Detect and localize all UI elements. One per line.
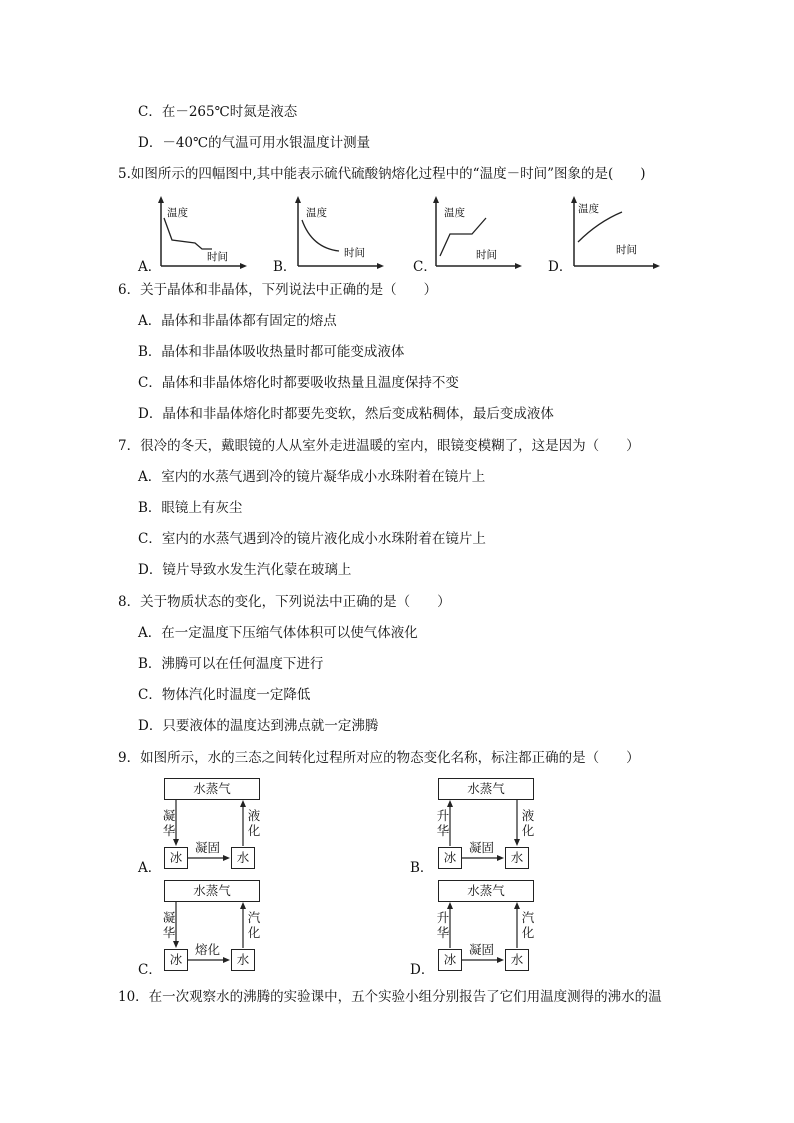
q5-graph-c — [432, 196, 522, 272]
q9-diagram-a-label: A． — [138, 860, 162, 876]
q9-diagram-c — [140, 878, 270, 978]
q9-diagram-d-bottom-label: 凝固 — [469, 942, 495, 957]
q9-diagram-d-left-label: 升华 — [436, 910, 450, 940]
q6-option-d: D．晶体和非晶体熔化时都要先变软，然后变成粘稠体，最后变成液体 — [138, 406, 554, 422]
q9-diagram-c-bottom-label: 熔化 — [195, 942, 221, 957]
q7-option-d: D．镜片导致水发生汽化蒙在玻璃上 — [138, 562, 352, 578]
q5-graph-a-ylabel: 温度 — [167, 207, 188, 219]
q5-graph-c-xlabel: 时间 — [476, 249, 497, 261]
q9-diagram-c-right-label: 汽化 — [247, 910, 261, 940]
q5-graph-b — [294, 196, 384, 272]
q9-diagram-d-ice-box: 冰 — [438, 949, 462, 971]
q5-graph-d-ylabel: 温度 — [578, 203, 599, 215]
q5-graph-c-ylabel: 温度 — [444, 207, 465, 219]
q9-diagram-b-right-label: 液化 — [521, 808, 535, 838]
q7-option-a: A．室内的水蒸气遇到冷的镜片凝华成小水珠附着在镜片上 — [138, 469, 486, 485]
q6-option-c: C．晶体和非晶体熔化时都要吸收热量且温度保持不变 — [138, 375, 459, 391]
q5-graph-b-ylabel: 温度 — [306, 207, 327, 219]
q9-diagram-c-water-box: 水 — [231, 949, 255, 971]
q5-graph-d-label: D． — [548, 259, 573, 275]
q7-option-c: C．室内的水蒸气遇到冷的镜片液化成小水珠附着在镜片上 — [138, 531, 486, 547]
q4-option-d: D．－40℃的气温可用水银温度计测量 — [138, 135, 371, 151]
q6-option-a: A．晶体和非晶体都有固定的熔点 — [138, 313, 337, 329]
q9-diagram-b-water-box: 水 — [505, 847, 529, 869]
q7-stem: 7．很冷的冬天，戴眼镜的人从室外走进温暖的室内，眼镜变模糊了，这是因为（ ） — [118, 438, 640, 454]
q9-diagram-a-right-label: 液化 — [247, 808, 261, 838]
q9-diagram-a-water-box: 水 — [231, 847, 255, 869]
q9-diagram-b-vapor-box: 水蒸气 — [438, 778, 534, 800]
q9-diagram-b-bottom-label: 凝固 — [469, 840, 495, 855]
q5-stem: 5.如图所示的四幅图中,其中能表示硫代硫酸钠熔化过程中的“温度－时间”图象的是( ) — [118, 166, 646, 182]
q9-stem: 9．如图所示，水的三态之间转化过程所对应的物态变化名称，标注都正确的是（ ） — [118, 750, 640, 766]
q9-diagram-d-vapor-box: 水蒸气 — [438, 880, 534, 902]
q9-diagram-a-bottom-label: 凝固 — [195, 840, 221, 855]
q5-graph-d — [570, 196, 660, 272]
q5-graph-a-label: A． — [138, 259, 162, 275]
q5-graph-c-label: C． — [413, 259, 437, 275]
q6-option-b: B．晶体和非晶体吸收热量时都可能变成液体 — [138, 344, 405, 360]
q9-diagram-c-label: C． — [138, 962, 162, 978]
q8-stem: 8．关于物质状态的变化，下列说法中正确的是（ ） — [118, 594, 451, 610]
q9-diagram-d-water-box: 水 — [505, 949, 529, 971]
q5-graph-d-xlabel: 时间 — [616, 244, 637, 256]
q9-diagram-c-left-label: 凝华 — [162, 910, 176, 940]
q7-option-b: B．眼镜上有灰尘 — [138, 500, 243, 516]
q9-diagram-c-ice-box: 冰 — [164, 949, 188, 971]
q9-diagram-a-left-label: 凝华 — [162, 808, 176, 838]
q9-diagram-a-vapor-box: 水蒸气 — [164, 778, 260, 800]
q9-diagram-b-label: B． — [410, 860, 434, 876]
q9-diagram-b-left-label: 升华 — [436, 808, 450, 838]
q5-graph-a-xlabel: 时间 — [207, 251, 228, 263]
q8-option-b: B．沸腾可以在任何温度下进行 — [138, 656, 324, 672]
q9-diagram-c-vapor-box: 水蒸气 — [164, 880, 260, 902]
q9-diagram-a-ice-box: 冰 — [164, 847, 188, 869]
q9-diagram-b-ice-box: 冰 — [438, 847, 462, 869]
q9-diagram-d-label: D． — [410, 962, 435, 978]
q10-stem: 10．在一次观察水的沸腾的实验课中，五个实验小组分别报告了它们用温度测得的沸水的温 — [118, 989, 662, 1005]
q4-option-c: C．在－265℃时氮是液态 — [138, 104, 298, 120]
q8-option-c: C．物体汽化时温度一定降低 — [138, 687, 311, 703]
q8-option-d: D．只要液体的温度达到沸点就一定沸腾 — [138, 718, 379, 734]
q9-diagram-b — [412, 776, 542, 876]
q5-graph-b-xlabel: 时间 — [344, 247, 365, 259]
q5-graph-a — [157, 196, 247, 272]
q8-option-a: A．在一定温度下压缩气体体积可以使气体液化 — [138, 625, 418, 641]
q9-diagram-d-right-label: 汽化 — [521, 910, 535, 940]
q6-stem: 6．关于晶体和非晶体，下列说法中正确的是（ ） — [118, 282, 438, 298]
q9-diagram-d — [412, 878, 542, 978]
q9-diagram-a — [140, 776, 270, 876]
q5-graph-b-label: B． — [273, 259, 297, 275]
